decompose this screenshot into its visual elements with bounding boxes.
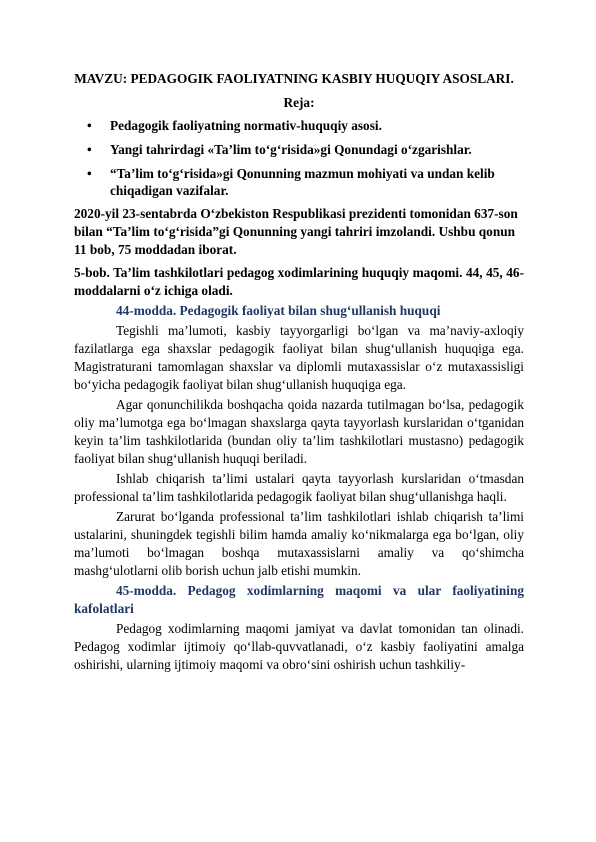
bullet-icon: •	[87, 118, 92, 133]
article-45-paragraph: Pedagog xodimlarning maqomi jamiyat va davlat tomonidan tan olinadi. Pedagog xodimlar ijtimoiy qo‘llab-quvvatlanadi, o‘z kasbiy faoliyatini amalga oshirishi, ularning ijtimoiy maqomi va obro‘sini oshirish uchun tashkiliy-	[74, 621, 524, 672]
article-44-heading: 44-modda. Pedagogik faoliyat bilan shug‘ullanish huquqi	[116, 303, 441, 318]
plan-item-text: Yangi tahrirdagi «Ta’lim to‘g‘risida»gi Qonundagi o‘zgarishlar.	[110, 142, 472, 157]
article-44-paragraph: Tegishli ma’lumoti, kasbiy tayyorgarligi bo‘lgan va ma’naviy-axloqiy fazilatlarga ega shaxslar pedagogik faoliyat bilan shug‘ullanish huquqiga ega. Magistraturani tamomlagan shaxslar va diplomli mutaxassislar o‘z mutaxassisligi bo‘yicha pedagogik faoliyat bilan shug‘ullanish huquqiga ega.	[74, 323, 524, 392]
plan-item	[74, 165, 524, 199]
document-title: MAVZU: PEDAGOGIK FAOLIYATNING KASBIY HUQUQIY ASOSLARI.	[74, 71, 514, 86]
chapter-paragraph: 5-bob. Ta’lim tashkilotlari pedagog xodimlarining huquqiy maqomi. 44, 45, 46-moddalarni o‘z ichiga oladi.	[74, 265, 524, 298]
bullet-icon: •	[87, 166, 92, 181]
plan-heading: Reja:	[283, 95, 315, 110]
plan-item	[74, 141, 524, 158]
article-44-paragraph: Zarurat bo‘lganda professional ta’lim tashkilotlari ishlab chiqarish ta’limi ustalarini, shuningdek tegishli bilim hamda amaliy ko‘nikmalarga ega bo‘lgan, oliy ma’lumoti bo‘lmagan boshqa mutaxassislarni amaliy va qo‘shimcha mashg‘ulotlarni olib borish uchun jalb etishi mumkin.	[74, 509, 524, 578]
article-44-paragraph: Agar qonunchilikda boshqacha qoida nazarda tutilmagan bo‘lsa, pedagogik oliy ma’lumotga ega bo‘lmagan shaxslarga qayta tayyorlash kurslaridan o‘tganidan keyin ta’lim tashkilotlarida (bundan oliy ta’lim tashkilotlari mustasno) pedagogik faoliyat bilan shug‘ullanish huquqi beriladi.	[74, 397, 524, 466]
plan-list	[74, 117, 524, 199]
article-44-paragraph: Ishlab chiqarish ta’limi ustalari qayta tayyorlash kurslaridan o‘tmasdan professional ta’lim tashkilotlarida pedagogik faoliyat bilan shug‘ullanishga haqli.	[74, 471, 524, 504]
plan-item	[74, 117, 524, 134]
article-45-heading: 45-modda. Pedagog xodimlarning maqomi va ular faoliyatining kafolatlari	[74, 583, 524, 616]
plan-item-text: Pedagogik faoliyatning normativ-huquqiy asosi.	[110, 118, 382, 133]
bullet-icon: •	[87, 142, 92, 157]
plan-item-text: “Ta’lim to‘g‘risida»gi Qonunning mazmun mohiyati va undan kelib chiqadigan vazifalar.	[110, 166, 495, 198]
intro-paragraph: 2020-yil 23-sentabrda O‘zbekiston Respublikasi prezidenti tomonidan 637-son bilan “Ta’lim to‘g‘risida”gi Qonunning yangi tahriri imzolandi. Ushbu qonun 11 bob, 75 moddadan iborat.	[74, 206, 518, 257]
